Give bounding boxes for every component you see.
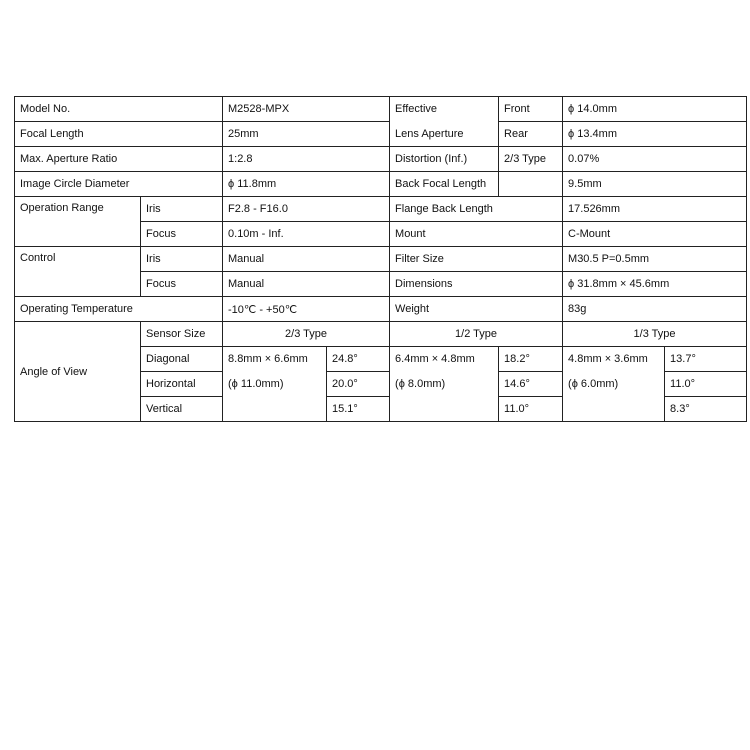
angle-1-2-horizontal: 14.6° [499, 372, 563, 397]
control-label: Control [15, 247, 141, 297]
angle-1-3-horizontal: 11.0° [665, 372, 747, 397]
operating-temp-label: Operating Temperature [15, 297, 223, 322]
angle-2-3-diagonal: 24.8° [327, 347, 390, 372]
table-row [15, 172, 747, 197]
max-aperture-value: 1:2.8 [223, 147, 390, 172]
rear-label: Rear [499, 122, 563, 147]
iris-label: Iris [141, 197, 223, 222]
front-label: Front [499, 97, 563, 122]
angle-1-3-diagonal: 13.7° [665, 347, 747, 372]
table-row [15, 247, 747, 272]
sensor-1-3-diameter: (ϕ 6.0mm) [563, 372, 665, 397]
angle-2-3-vertical: 15.1° [327, 397, 390, 422]
sensor-2-3-type: 2/3 Type [223, 322, 390, 347]
empty-cell [223, 397, 327, 422]
distortion-type: 2/3 Type [499, 147, 563, 172]
mount-label: Mount [390, 222, 563, 247]
table-row [15, 297, 747, 322]
focus-label: Focus [141, 272, 223, 297]
back-focal-label: Back Focal Length [390, 172, 499, 197]
angle-of-view-label: Angle of View [15, 322, 141, 422]
focus-label: Focus [141, 222, 223, 247]
sensor-2-3-dimensions: 8.8mm × 6.6mm [223, 347, 327, 372]
operation-range-label: Operation Range [15, 197, 141, 247]
table-row [15, 147, 747, 172]
focus-control-value: Manual [223, 272, 390, 297]
image-circle-value: ϕ 11.8mm [223, 172, 390, 197]
iris-control-value: Manual [223, 247, 390, 272]
image-circle-label: Image Circle Diameter [15, 172, 223, 197]
weight-label: Weight [390, 297, 563, 322]
focal-length-value: 25mm [223, 122, 390, 147]
iris-label: Iris [141, 247, 223, 272]
effective-label: Effective [390, 97, 499, 122]
sensor-size-label: Sensor Size [141, 322, 223, 347]
sensor-1-2-dimensions: 6.4mm × 4.8mm [390, 347, 499, 372]
sensor-1-2-diameter: (ϕ 8.0mm) [390, 372, 499, 397]
dimensions-value: ϕ 31.8mm × 45.6mm [563, 272, 747, 297]
sensor-1-3-type: 1/3 Type [563, 322, 747, 347]
table-row [15, 197, 747, 222]
operating-temp-value: -10℃ - +50℃ [223, 297, 390, 322]
table-row [15, 122, 747, 147]
rear-value: ϕ 13.4mm [563, 122, 747, 147]
front-value: ϕ 14.0mm [563, 97, 747, 122]
weight-value: 83g [563, 297, 747, 322]
filter-size-label: Filter Size [390, 247, 563, 272]
empty-cell [563, 397, 665, 422]
sensor-1-2-type: 1/2 Type [390, 322, 563, 347]
focal-length-label: Focal Length [15, 122, 223, 147]
filter-size-value: M30.5 P=0.5mm [563, 247, 747, 272]
back-focal-value: 9.5mm [563, 172, 747, 197]
table-row [15, 97, 747, 122]
vertical-label: Vertical [141, 397, 223, 422]
table-row [15, 322, 747, 347]
distortion-value: 0.07% [563, 147, 747, 172]
empty-cell [499, 172, 563, 197]
angle-1-2-vertical: 11.0° [499, 397, 563, 422]
lens-aperture-label: Lens Aperture [390, 122, 499, 147]
angle-1-2-diagonal: 18.2° [499, 347, 563, 372]
focus-range-value: 0.10m - Inf. [223, 222, 390, 247]
lens-spec-table [14, 96, 747, 422]
angle-2-3-horizontal: 20.0° [327, 372, 390, 397]
distortion-label: Distortion (Inf.) [390, 147, 499, 172]
sensor-2-3-diameter: (ϕ 11.0mm) [223, 372, 327, 397]
horizontal-label: Horizontal [141, 372, 223, 397]
model-label: Model No. [15, 97, 223, 122]
angle-1-3-vertical: 8.3° [665, 397, 747, 422]
iris-range-value: F2.8 - F16.0 [223, 197, 390, 222]
dimensions-label: Dimensions [390, 272, 563, 297]
flange-back-value: 17.526mm [563, 197, 747, 222]
flange-back-label: Flange Back Length [390, 197, 563, 222]
model-value: M2528-MPX [223, 97, 390, 122]
empty-cell [390, 397, 499, 422]
diagonal-label: Diagonal [141, 347, 223, 372]
mount-value: C-Mount [563, 222, 747, 247]
sensor-1-3-dimensions: 4.8mm × 3.6mm [563, 347, 665, 372]
max-aperture-label: Max. Aperture Ratio [15, 147, 223, 172]
